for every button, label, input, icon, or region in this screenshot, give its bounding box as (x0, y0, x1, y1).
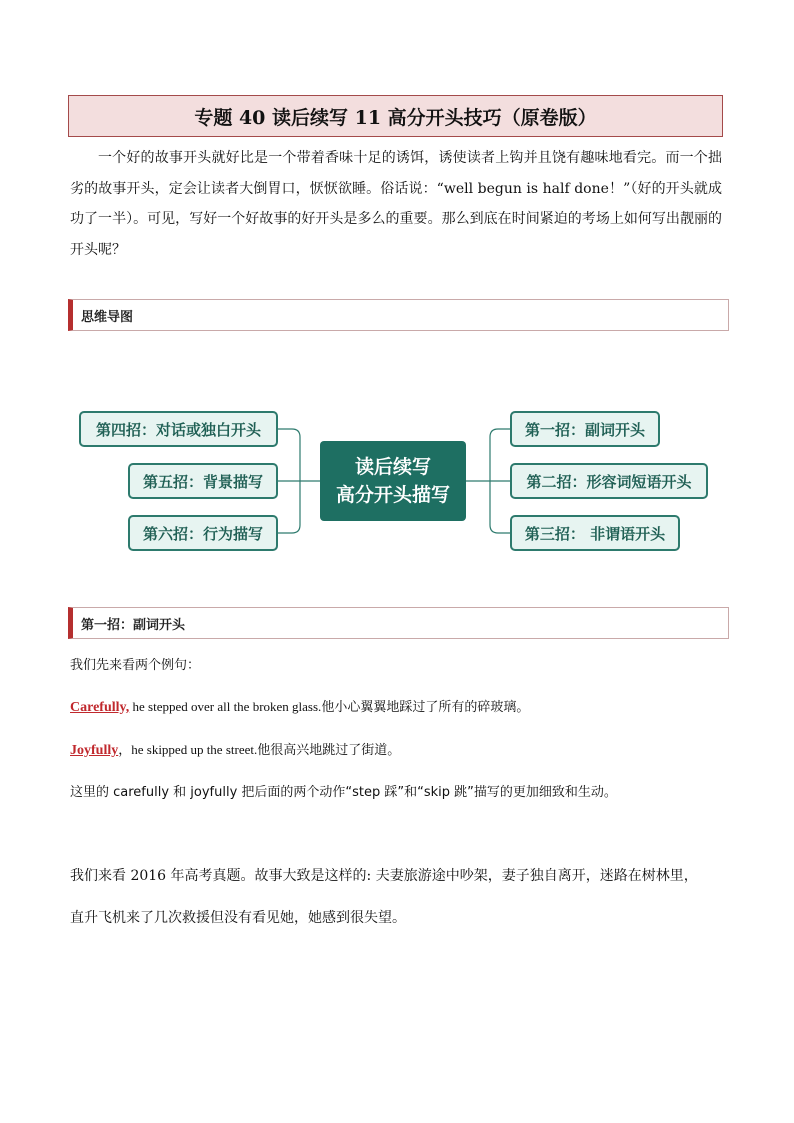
section-title-mindmap: 思维导图 (81, 309, 134, 325)
example1-english: he stepped over all the broken glass. (129, 699, 322, 714)
mind-map (0, 400, 794, 570)
examples-intro: 我们先来看两个例句： (70, 658, 201, 673)
section-header-first-move (68, 607, 729, 639)
keyword-joyfully: Joyfully (70, 743, 119, 758)
keyword-carefully: Carefully, (70, 700, 130, 715)
example2-english: ，he skipped up the street. (118, 742, 258, 757)
mindmap-node-adjective-phrase: 第二招：形容词短语开头 (510, 463, 708, 499)
mindmap-node-background: 第五招：背景描写 (128, 463, 278, 499)
mindmap-node-dialogue: 第四招：对话或独白开头 (79, 411, 278, 447)
page-title: 专题 40 读后续写 11 高分开头技巧（原卷版） (194, 106, 597, 129)
mindmap-center-line1: 读后续写 (354, 456, 431, 478)
example2-chinese: 他很高兴地跳过了街道。 (257, 743, 401, 758)
mindmap-node-nonfinite: 第三招： 非谓语开头 (510, 515, 680, 551)
story-line-2: 直升飞机来了几次救援但没有看见她，她感到很失望。 (70, 910, 406, 926)
example-sentence-1 (70, 696, 529, 716)
mindmap-node-action: 第六招：行为描写 (128, 515, 278, 551)
example-sentence-2 (70, 739, 400, 759)
explanation-text: 这里的 carefully 和 joyfully 把后面的两个动作“step 踩”和“skip 跳”描写的更加细致和生动。 (70, 785, 617, 800)
mindmap-node-adverb: 第一招：副词开头 (510, 411, 660, 447)
story-line-1: 我们来看 2016 年高考真题。故事大致是这样的: 夫妻旅游途中吵架，妻子独自离开，迷路在树林里， (70, 868, 698, 884)
mindmap-center-line2: 高分开头描写 (335, 484, 450, 506)
section-title-first-move: 第一招：副词开头 (81, 617, 186, 633)
intro-paragraph: 一个好的故事开头就好比是一个带着香味十足的诱饵，诱使读者上钩并且饶有趣味地看完。而一个拙劣的故事开头，定会让读者大倒胃口，恹恹欲睡。俗话说：“well begun is half done！”（好的开头就成功了一半）。可见，写好一个好故事的好开头是多么的重要。那么到底在时间紧迫的考场上如何写出靓丽的开头呢？ (70, 150, 722, 258)
mindmap-center (320, 441, 466, 521)
section-header-mindmap (68, 299, 729, 331)
title-box (68, 95, 723, 137)
example1-chinese: 他小心翼翼地踩过了所有的碎玻璃。 (321, 700, 530, 715)
